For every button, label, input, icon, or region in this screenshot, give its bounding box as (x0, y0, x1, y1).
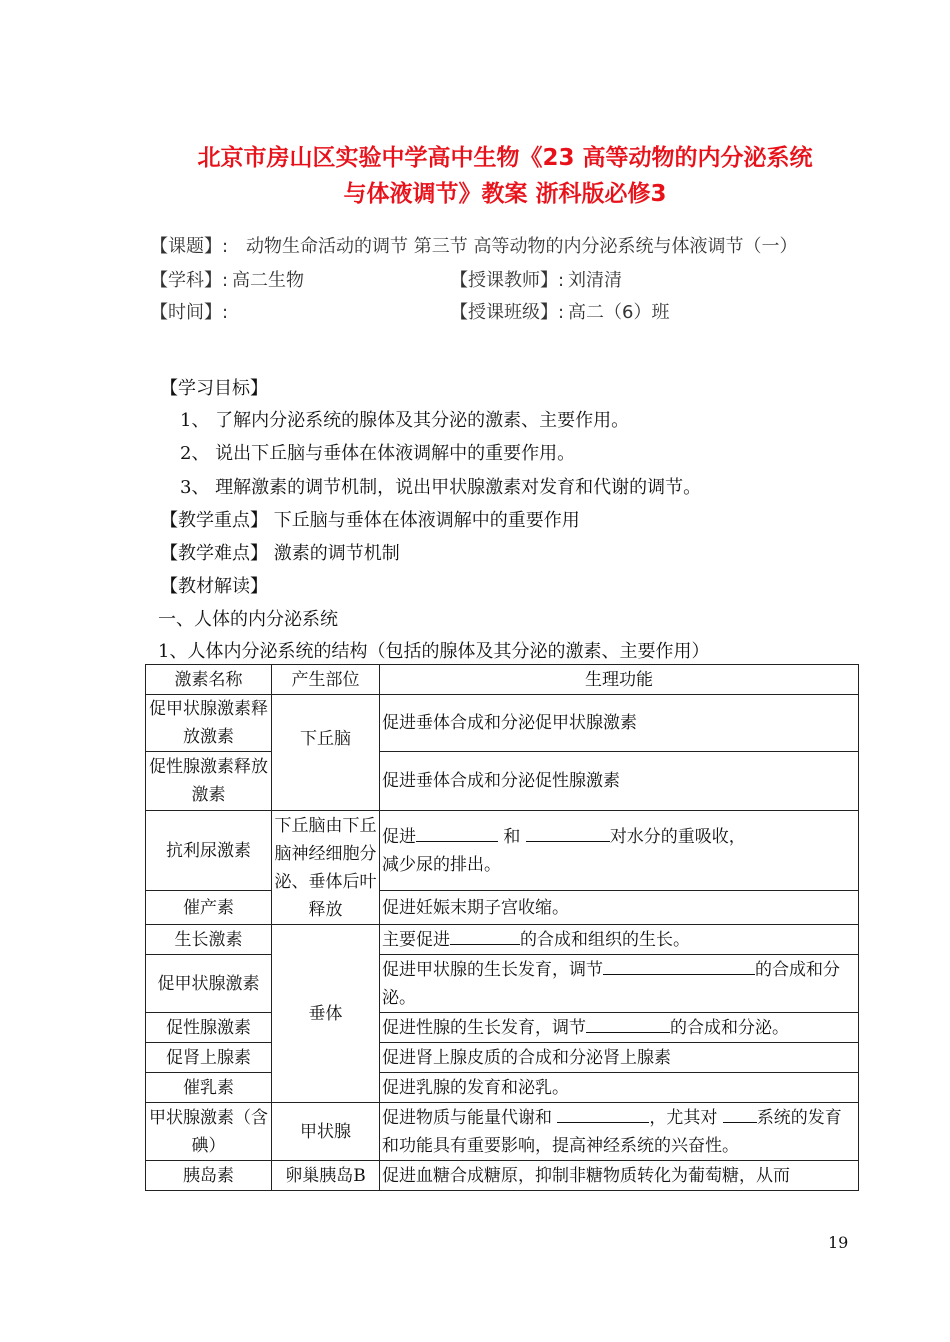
topic-value: 动物生命活动的调节 第三节 高等动物的内分泌系统与体液调节（一） (246, 236, 798, 257)
function-text: 促进 (382, 826, 416, 847)
function-cell: 促进乳腺的发育和泌乳。 (380, 1073, 859, 1103)
subject-label: 【学科】: (150, 270, 229, 291)
site-cell: 卵巢胰岛B (272, 1161, 380, 1191)
function-text: 促进物质与能量代谢和 (382, 1107, 552, 1128)
function-cell: 促进垂体合成和分泌促性腺激素 (380, 752, 859, 811)
function-cell (380, 811, 859, 891)
page-number: 19 (828, 1233, 849, 1252)
topic-label: 【课题】: (150, 236, 229, 257)
function-text: 和 (503, 826, 521, 847)
hormone-table (145, 664, 859, 1191)
table-row (146, 1103, 859, 1161)
table-row (146, 695, 859, 752)
hormone-name: 促性腺激素 (146, 1013, 272, 1043)
function-cell (380, 955, 859, 1013)
function-cell: 促进妊娠末期子宫收缩。 (380, 891, 859, 925)
hormone-name: 催乳素 (146, 1073, 272, 1103)
table-row (146, 925, 859, 955)
table-row (146, 1043, 859, 1073)
hormone-name: 胰岛素 (146, 1161, 272, 1191)
function-text: 对水分的重吸收， (609, 826, 746, 847)
function-cell (380, 1103, 859, 1161)
hormone-name: 促甲状腺激素释放激素 (146, 695, 272, 752)
class-label: 【授课班级】: (450, 302, 565, 323)
table-row (146, 1073, 859, 1103)
hormone-name: 生长激素 (146, 925, 272, 955)
table-row (146, 752, 859, 811)
teacher-label: 【授课教师】: (450, 270, 565, 291)
teacher-value: 刘清清 (568, 270, 622, 291)
header-function: 生理功能 (380, 665, 859, 695)
function-cell: 促进肾上腺皮质的合成和分泌肾上腺素 (380, 1043, 859, 1073)
function-text: ，尤其对 (649, 1107, 718, 1128)
fill-blank (557, 1104, 649, 1123)
hormone-name: 抗利尿激素 (146, 811, 272, 891)
site-cell: 下丘脑 (272, 695, 380, 811)
function-text: 的合成和组织的生长。 (520, 929, 690, 950)
title-line-2: 与体液调节》教案 浙科版必修3 (343, 181, 667, 207)
hormone-name: 促甲状腺激素 (146, 955, 272, 1013)
site-cell: 垂体 (272, 925, 380, 1103)
key-point: 【教学重点】 下丘脑与垂体在体液调解中的重要作用 (160, 510, 580, 531)
table-row (146, 891, 859, 925)
objective-2: 2、 说出下丘脑与垂体在体液调解中的重要作用。 (180, 443, 576, 464)
section-heading: 一、人体的内分泌系统 (158, 609, 338, 630)
hormone-name: 促性腺激素释放激素 (146, 752, 272, 811)
function-text: 的合成和分泌。 (670, 1017, 789, 1038)
document-title (120, 140, 890, 212)
header-site: 产生部位 (272, 665, 380, 695)
objective-1: 1、 了解内分泌系统的腺体及其分泌的激素、主要作用。 (180, 410, 630, 431)
site-cell: 甲状腺 (272, 1103, 380, 1161)
title-line-1: 北京市房山区实验中学高中生物《23 高等动物的内分泌系统 (197, 145, 813, 171)
reading-heading: 【教材解读】 (160, 576, 268, 597)
function-text: 主要促进 (382, 929, 450, 950)
site-cell: 下丘脑由下丘脑神经细胞分泌、垂体后叶释放 (272, 811, 380, 925)
header-hormone: 激素名称 (146, 665, 272, 695)
subject-value: 高二生物 (232, 270, 304, 291)
fill-blank (526, 823, 610, 842)
table-header-row (146, 665, 859, 695)
function-cell (380, 1013, 859, 1043)
table-row (146, 1013, 859, 1043)
function-text: 的合成和分泌。 (382, 959, 840, 1008)
fill-blank (450, 926, 520, 945)
table-row (146, 1161, 859, 1191)
time-label: 【时间】: (150, 302, 229, 323)
table-row (146, 811, 859, 891)
function-cell: 促进垂体合成和分泌促甲状腺激素 (380, 695, 859, 752)
function-text: 系统的发育和功能具有重要影响，提高神经系统的兴奋性。 (382, 1107, 842, 1156)
objectives-heading: 【学习目标】 (160, 378, 268, 399)
fill-blank (586, 1014, 670, 1033)
hormone-name: 甲状腺激素（含碘） (146, 1103, 272, 1161)
subsection-heading: 1、人体内分泌系统的结构（包括的腺体及其分泌的激素、主要作用） (158, 641, 710, 662)
fill-blank (603, 956, 755, 975)
function-cell: 促进血糖合成糖原，抑制非糖物质转化为葡萄糖，从而 (380, 1161, 859, 1191)
class-value: 高二（6）班 (568, 302, 670, 323)
fill-blank (416, 823, 498, 842)
hormone-name: 促肾上腺素 (146, 1043, 272, 1073)
objective-3: 3、 理解激素的调节机制，说出甲状腺激素对发育和代谢的调节。 (180, 477, 702, 498)
function-text: 促进甲状腺的生长发育，调节 (382, 959, 603, 980)
function-text: 促进性腺的生长发育，调节 (382, 1017, 586, 1038)
table-row (146, 955, 859, 1013)
function-cell (380, 925, 859, 955)
fill-blank (723, 1104, 757, 1123)
hormone-name: 催产素 (146, 891, 272, 925)
difficulty: 【教学难点】 激素的调节机制 (160, 543, 400, 564)
function-text: 减少尿的排出。 (382, 854, 501, 875)
